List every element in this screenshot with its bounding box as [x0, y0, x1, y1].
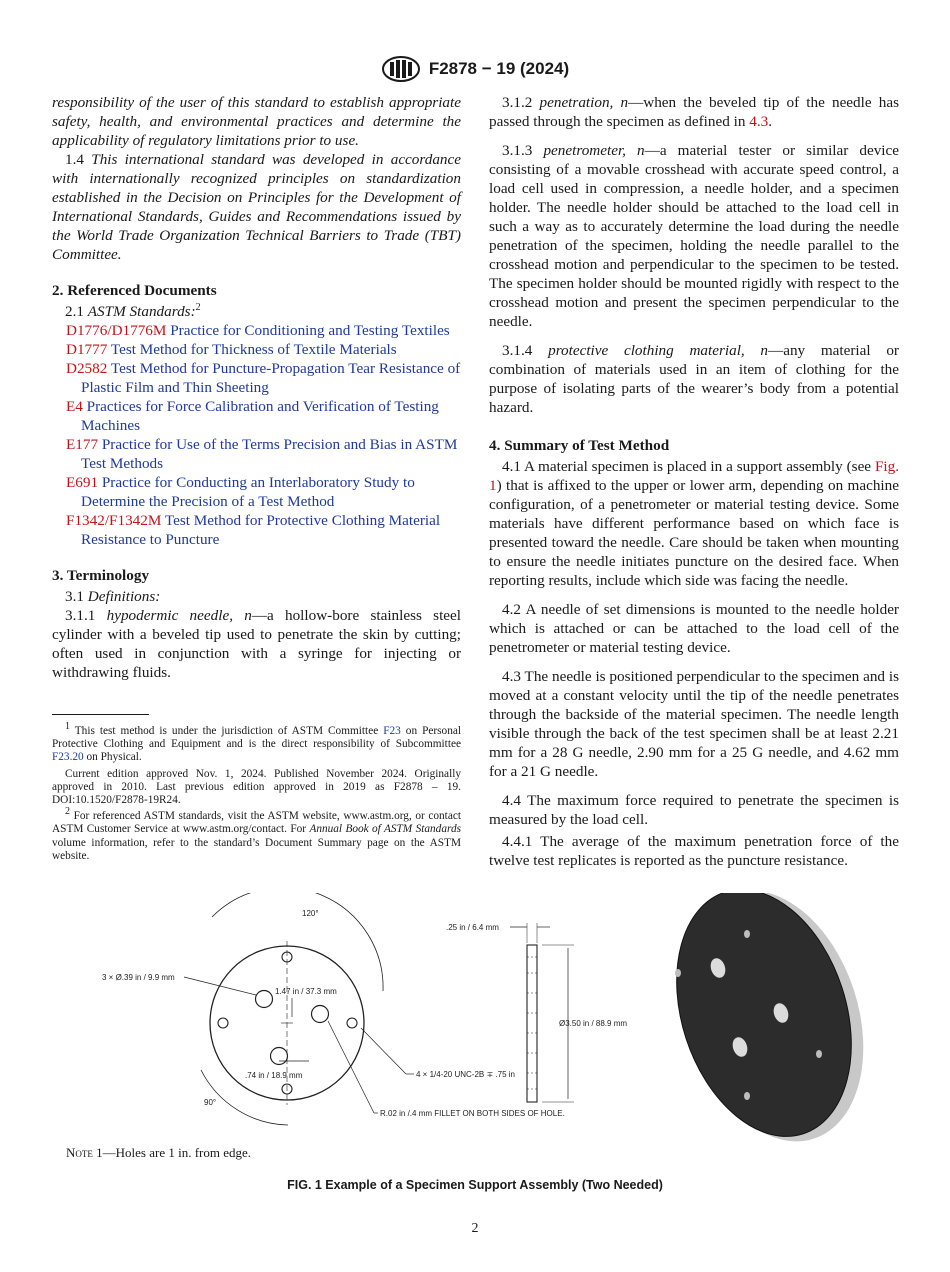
dimension-label-074: .74 in / 18.9 mm: [245, 1071, 303, 1080]
heading-summary: 4. Summary of Test Method: [489, 437, 670, 454]
section-3-1: [52, 587, 461, 606]
section-text: 4.1 A material specimen is placed in a support assembly (see: [502, 458, 875, 475]
hole-diameter-label: 3 × Ø.39 in / 9.9 mm: [102, 973, 175, 982]
defined-term: penetration, n: [539, 94, 629, 111]
reference-title-link[interactable]: Practice for Conditioning and Testing Textiles: [170, 322, 450, 339]
figure-note: [66, 1145, 251, 1161]
reference-item: [52, 511, 461, 549]
defined-term: protective clothing material, n: [548, 342, 769, 359]
reference-item: [52, 359, 461, 397]
section-3-1-3: [489, 141, 899, 331]
angle-label-top: 120°: [302, 909, 319, 918]
note-text: 1—Holes are 1 in. from edge.: [92, 1145, 252, 1160]
disk-diameter-label: Ø3.50 in / 88.9 mm: [559, 1019, 628, 1028]
figure-link[interactable]: Fig. 1: [489, 458, 899, 494]
reference-code-link[interactable]: E177: [66, 436, 99, 453]
astm-logo-icon: [381, 56, 421, 82]
section-number: 3.1.1: [65, 607, 107, 624]
reference-item: [52, 340, 461, 359]
section-2-1: [52, 302, 461, 321]
right-column: [489, 93, 899, 870]
page-number: 2: [471, 1221, 479, 1236]
section-text: This international standard was developed in accordance with internationally recognized principles on standardization established in the Decision on Principles for the Development of International Standards, Guides and Recommendations issued by the World Trade Organization Technical Barriers to Trade (TBT) Committee.: [52, 151, 462, 263]
section-3-1-2: [489, 93, 899, 131]
reference-title-link[interactable]: Test Method for Thickness of Textile Materials: [110, 341, 397, 358]
reference-code-link[interactable]: F1342/F1342M: [66, 512, 162, 529]
reference-title-link[interactable]: Practice for Conducting an Interlaboratory Study to Determine the Precision of a Test Method: [81, 474, 415, 510]
reference-code-link[interactable]: D2582: [66, 360, 108, 377]
front-view-drawing: [184, 893, 414, 1125]
reference-title-link[interactable]: Practices for Force Calibration and Verification of Testing Machines: [81, 398, 439, 434]
footnote-text: For referenced ASTM standards, visit the ASTM website, www.astm.org, or contact ASTM Customer Service at www.astm.org/contact. For: [52, 810, 461, 836]
footnote-italic: Annual Book of ASTM Standards: [309, 823, 461, 836]
section-3-1-4: [489, 341, 899, 417]
footnote-ref: 2: [195, 301, 201, 313]
footnote-2: [52, 806, 461, 863]
footnote-divider: [52, 714, 149, 715]
standard-designation: F2878 − 19 (2024): [428, 59, 570, 78]
section-link[interactable]: 4.3: [749, 113, 769, 130]
disk-3d-render: [647, 893, 894, 1145]
section-4-3: 4.3 The needle is positioned perpendicular to the specimen and is moved at a constant velocity until the tip of the needle penetrates through the backside of the material specimen. The needle length visible through the back of the test specimen shall be at least 2.21 mm for a 28 G needle, 2.90 mm for a 25 G needle, and 4.62 mm for a 21 G needle.: [489, 668, 899, 780]
defined-term: hypodermic needle, n: [106, 607, 252, 624]
reference-title-link[interactable]: Test Method for Puncture-Propagation Tear Resistance of Plastic Film and Thin Sheeting: [81, 360, 461, 396]
definition-text: —a hollow-bore stainless steel cylinder with a beveled tip used to penetrate the skin by cutting; often used in conjunction with a syringe for injecting or withdrawing fluids.: [52, 607, 462, 681]
section-4-4-1: 4.4.1 The average of the maximum penetration force of the twelve test replicates is reported as the puncture resistance.: [489, 833, 899, 869]
fillet-spec-label: R.02 in /.4 mm FILLET ON BOTH SIDES OF HOLE.: [380, 1109, 565, 1118]
angle-label-bottom: 90°: [204, 1098, 217, 1107]
footnote-marker: 1: [65, 721, 70, 733]
section-text: ASTM Standards:: [87, 303, 196, 320]
footnote-text: on Physical.: [83, 751, 142, 764]
heading-referenced-documents: 2. Referenced Documents: [52, 282, 217, 299]
left-column: [52, 93, 461, 682]
section-number: 3.1.3: [502, 142, 544, 159]
section-text: ) that is affixed to the upper or lower arm, depending on machine configuration, of a penetrometer or material testing device. Some materials have different performance based on which face is presented toward the needle. Care should be taken when mounting to ensure the needle initiates puncture on the desired face. When reporting results, include which side was facing the needle.: [489, 477, 899, 589]
reference-code-link[interactable]: D1776/D1776M: [66, 322, 167, 339]
side-view-drawing: [510, 923, 574, 1102]
reference-title-link[interactable]: Practice for Use of the Terms Precision and Bias in ASTM Test Methods: [81, 436, 458, 472]
reference-code-link[interactable]: E691: [66, 474, 99, 491]
section-text: Definitions:: [87, 588, 161, 605]
reference-code-link[interactable]: D1777: [66, 341, 108, 358]
footnote-marker: 2: [65, 806, 70, 818]
definition-text: —a material tester or similar device consisting of a movable crosshead with accurate speed control, a load cell used in compression, a needle holder, and a specimen holder. The needle holder should be attached to the load cell in such a way as to accurately determine the load during the needle penetration of the specimen, holding the needle parallel to the crosshead motion and perpendicular to the specimen to be tested. The specimen holder should be mounted rigidly with respect to the crosshead motion and present the specimen perpendicular to the needle.: [489, 142, 899, 330]
definition-text: —when the beveled tip of the needle has passed through the specimen as defined in: [489, 94, 899, 130]
footnotes: [52, 714, 461, 866]
section-number: 3.1.2: [502, 94, 540, 111]
section-3-1-1: [52, 606, 461, 682]
section-number: 3.1.4: [502, 342, 549, 359]
footnote-1: [52, 721, 461, 765]
section-4-4: 4.4 The maximum force required to penetrate the specimen is measured by the load cell.: [489, 792, 899, 828]
reference-code-link[interactable]: E4: [66, 398, 83, 415]
section-number: 2.1: [65, 303, 88, 320]
reference-item: [52, 435, 461, 473]
reference-title-link[interactable]: Test Method for Protective Clothing Material Resistance to Puncture: [81, 512, 441, 548]
section-4-1: [489, 457, 899, 590]
section-1-4: [52, 150, 461, 264]
figure-caption: FIG. 1 Example of a Specimen Support Assembly (Two Needed): [287, 1178, 663, 1192]
subcommittee-link[interactable]: F23.20: [52, 751, 84, 764]
thread-spec-label: 4 × 1/4-20 UNC-2B ∓ .75 in: [416, 1070, 515, 1079]
support-assembly-figure: [96, 893, 900, 1145]
thickness-label: .25 in / 6.4 mm: [446, 923, 499, 932]
dimension-label-147: 1.47 in / 37.3 mm: [275, 987, 337, 996]
scope-continuation: responsibility of the user of this standard to establish appropriate safety, health, and environmental practices and determine the applicability of regulatory limitations prior to use.: [52, 94, 461, 149]
definition-text: —any material or combination of materials used in an item of clothing for the purpose of isolating parts of the wearer’s body from a potential hazard.: [489, 342, 899, 416]
footnote-text: volume information, refer to the standard’s Document Summary page on the ASTM website.: [52, 836, 461, 862]
section-number: 3.1: [65, 588, 88, 605]
committee-link[interactable]: F23: [383, 725, 401, 737]
reference-item: [52, 321, 461, 340]
defined-term: penetrometer, n: [543, 142, 645, 159]
footnote-text: on Personal Protective Clothing and Equipment and is the direct responsibility of Subcommittee: [52, 725, 461, 751]
section-4-2: 4.2 A needle of set dimensions is mounted to the needle holder which is attached or can be attached to the load cell of the penetrometer or material testing device.: [489, 601, 899, 656]
reference-item: [52, 397, 461, 435]
note-prefix: Note: [66, 1145, 93, 1160]
reference-item: [52, 473, 461, 511]
footnote-text: This test method is under the jurisdiction of ASTM Committee: [70, 725, 384, 737]
definition-text: .: [768, 113, 773, 130]
section-number: 1.4: [65, 151, 92, 168]
heading-terminology: 3. Terminology: [52, 567, 150, 584]
footnote-edition: Current edition approved Nov. 1, 2024. Published November 2024. Originally approved in 2010. Last previous edition approved in 2019 as F2878 – 19. DOI:10.1520/F2878-19R24.: [52, 767, 461, 807]
page-header: [0, 56, 950, 82]
